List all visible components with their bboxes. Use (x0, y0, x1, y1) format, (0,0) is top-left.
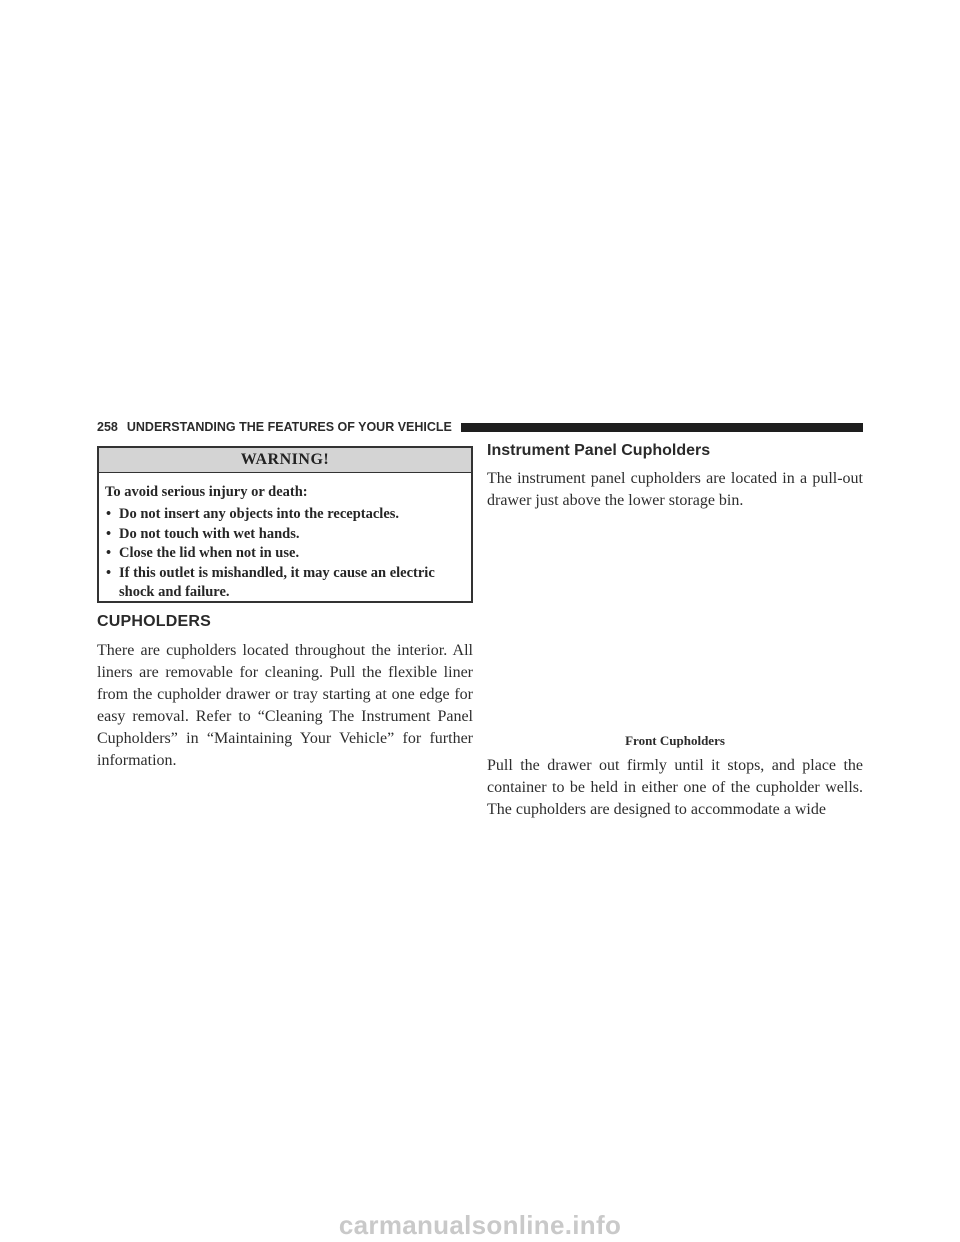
running-header (97, 417, 863, 437)
instrument-panel-heading: Instrument Panel Cupholders (487, 442, 711, 459)
warning-list (105, 505, 465, 603)
warning-item-text: Close the lid when not in use. (119, 545, 300, 561)
bullet-icon: • (106, 545, 112, 561)
cupholders-heading: CUPHOLDERS (97, 613, 212, 630)
cupholders-paragraph: There are cupholders located throughout the interior. All liners are removable for cleaning. Pull the flexible liner from the cupholder drawer or tray starting at one edge for easy removal. Refer to “Cleaning The Instrument Panel Cupholders” in “Maintaining Your Vehicle” for further information. (97, 642, 473, 769)
warning-item-text: Do not touch with wet hands. (119, 525, 300, 542)
warning-item (105, 564, 465, 603)
warning-item-text: If this outlet is mishandled, it may cause an electric shock and failure. (119, 564, 435, 600)
header-rule (461, 423, 863, 432)
instrument-panel-intro: The instrument panel cupholders are located in a pull-out drawer just above the lower storage bin. (487, 470, 863, 509)
warning-item (105, 505, 465, 525)
warning-item-text: Do not insert any objects into the receptacles. (119, 506, 400, 522)
warning-intro: To avoid serious injury or death: (105, 484, 308, 500)
watermark: carmanualsonline.info (338, 1210, 622, 1240)
warning-item (105, 544, 465, 564)
page-number: 258 (97, 420, 118, 434)
warning-title: WARNING! (99, 448, 471, 473)
bullet-icon: • (106, 564, 112, 581)
warning-item (105, 525, 465, 545)
instrument-panel-paragraph: Pull the drawer out firmly until it stops, and place the container to be held in either one of the cupholder wells. The cupholders are designed to accommodate a wide (487, 757, 863, 818)
bullet-icon: • (106, 506, 112, 522)
warning-box (97, 446, 473, 603)
figure-caption: Front Cupholders (625, 733, 725, 748)
warning-body (99, 473, 471, 603)
bullet-icon: • (106, 525, 112, 542)
section-title: UNDERSTANDING THE FEATURES OF YOUR VEHICLE (126, 420, 452, 434)
front-cupholders-figure (487, 522, 863, 727)
